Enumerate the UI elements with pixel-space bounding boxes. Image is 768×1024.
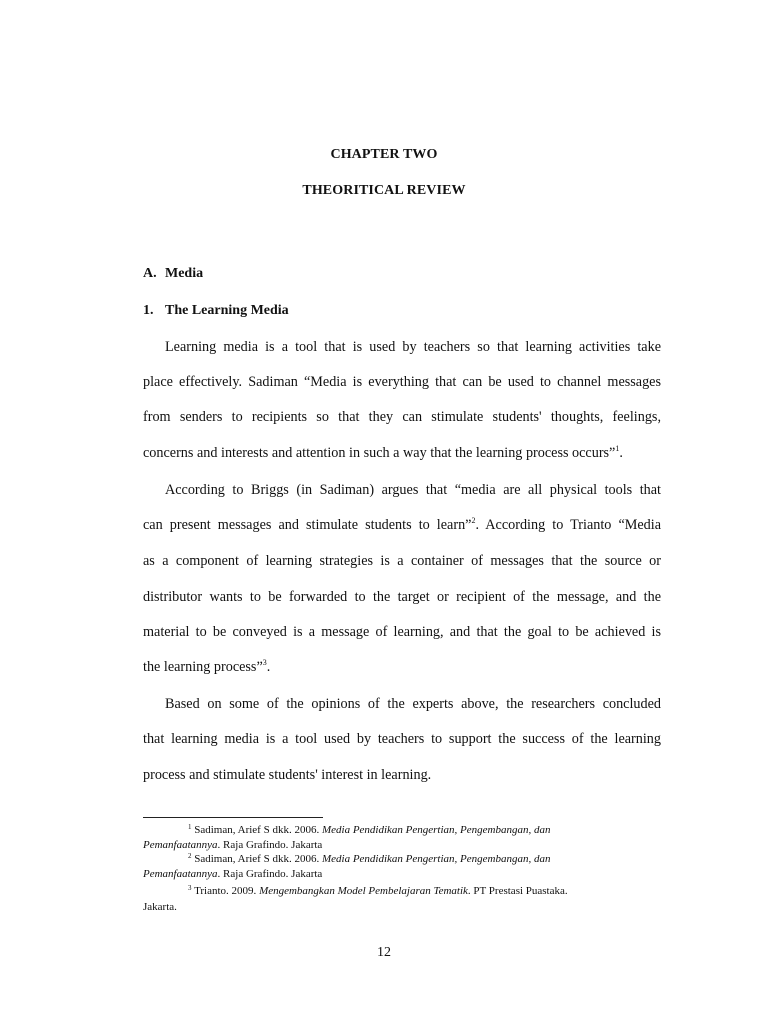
paragraph-1-line-2: place effectively. Sadiman “Media is everything that can be used to channel messages [143, 374, 661, 390]
footnote-reference-2[interactable]: 2 [471, 516, 476, 525]
footnote-1-publisher: . Raja Grafindo. Jakarta [217, 839, 323, 851]
paragraph-3-line-1: Based on some of the opinions of the experts above, the researchers concluded [165, 696, 661, 712]
subsection-heading-learning-media [143, 303, 289, 319]
footnote-1-marker: 1 [188, 823, 192, 831]
footnote-2-publisher: . Raja Grafindo. Jakarta [217, 868, 323, 880]
footnote-3-title: Mengembangkan Model Pembelajaran Tematik [259, 885, 468, 897]
footnote-3 [188, 884, 568, 899]
paragraph-3-line-3: process and stimulate students' interest in learning. [143, 767, 432, 783]
footnote-1 [188, 823, 550, 838]
paragraph-2-line-5: material to be conveyed is a message of learning, and that the goal to be achieved is [143, 624, 661, 640]
footnote-1-title: Media Pendidikan Pengertian, Pengembangan, dan [321, 824, 551, 836]
paragraph-2-line-2-end: . According to Trianto “Media [475, 517, 661, 533]
chapter-subtitle: THEORITICAL REVIEW [302, 183, 466, 198]
page-number: 12 [377, 945, 391, 960]
footnote-3-continuation: Jakarta. [143, 901, 177, 913]
section-number: A. [143, 266, 157, 281]
paragraph-2-line-6 [143, 659, 661, 676]
subsection-title: The Learning Media [165, 303, 289, 318]
footnote-separator [143, 817, 323, 818]
chapter-title: CHAPTER TWO [330, 147, 438, 162]
paragraph-2-line-6-text: the learning process” [143, 659, 263, 675]
footnote-reference-3[interactable]: 3 [262, 658, 267, 667]
paragraph-2-line-3: as a component of learning strategies is a container of messages that the source or [143, 553, 661, 569]
subsection-number: 1. [143, 303, 154, 318]
footnote-3-author: Trianto. 2009. [194, 885, 260, 897]
footnote-1-title-cont: Pemanfaatannya [143, 839, 218, 851]
footnote-2-title: Media Pendidikan Pengertian, Pengembangan, dan [321, 853, 551, 865]
footnote-3-marker: 3 [188, 884, 192, 892]
paragraph-2-line-6-end: . [266, 659, 271, 675]
paragraph-3-line-2: that learning media is a tool used by teachers to support the success of the learning [143, 731, 661, 747]
paragraph-2-line-2-text: can present messages and stimulate students to learn” [143, 517, 472, 533]
section-heading-media [143, 266, 203, 282]
section-title: Media [165, 266, 204, 281]
paragraph-2-line-2 [143, 517, 661, 534]
paragraph-2-line-1: According to Briggs (in Sadiman) argues that “media are all physical tools that [165, 482, 661, 498]
paragraph-1-line-1: Learning media is a tool that is used by teachers so that learning activities take [165, 339, 661, 355]
paragraph-1-line-3: from senders to recipients so that they can stimulate students' thoughts, feelings, [143, 409, 661, 425]
footnote-2-title-cont: Pemanfaatannya [143, 868, 218, 880]
footnote-2-continuation [143, 867, 322, 882]
footnote-1-author: Sadiman, Arief S dkk. 2006. [194, 824, 322, 836]
paragraph-1-line-4 [143, 445, 661, 462]
paragraph-1-line-4-text: concerns and interests and attention in such a way that the learning process occurs” [143, 445, 616, 461]
footnote-2-author: Sadiman, Arief S dkk. 2006. [194, 853, 322, 865]
footnote-reference-1[interactable]: 1 [615, 444, 620, 453]
paragraph-2-line-4: distributor wants to be forwarded to the target or recipient of the message, and the [143, 589, 661, 605]
footnote-2 [188, 852, 550, 867]
footnote-3-publisher: . PT Prestasi Puastaka. [467, 885, 568, 897]
paragraph-1-line-4-end: . [619, 445, 623, 461]
footnote-2-marker: 2 [188, 852, 192, 860]
footnote-1-continuation [143, 838, 322, 853]
